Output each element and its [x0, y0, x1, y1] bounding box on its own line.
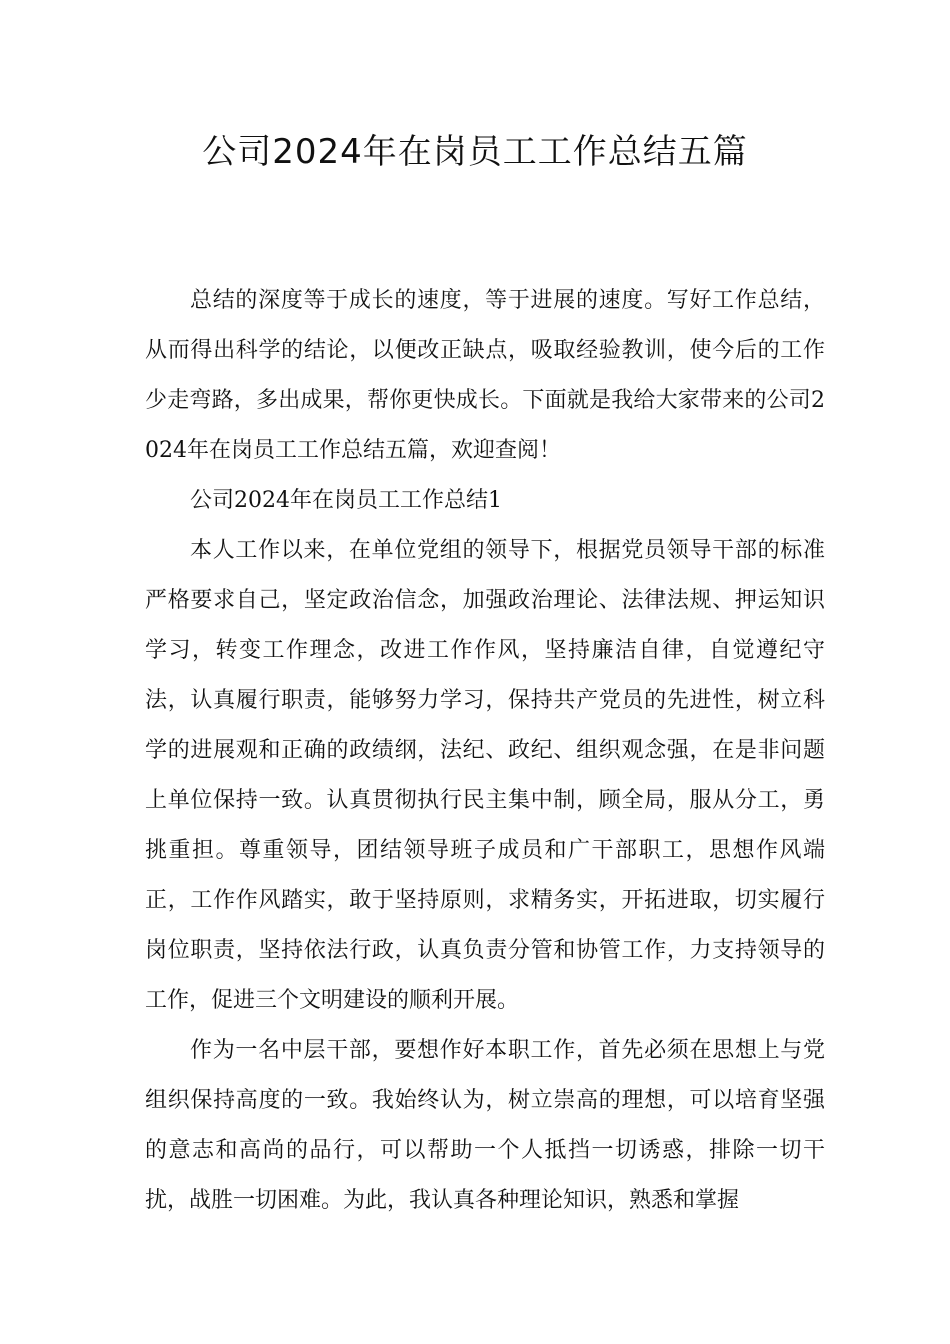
document-body	[145, 276, 825, 1226]
section-heading: 公司2024年在岗员工工作总结1	[190, 488, 502, 513]
intro-paragraph: 总结的深度等于成长的速度，等于进展的速度。写好工作总结，从而得出科学的结论，以便改正缺点，吸取经验教训，使今后的工作少走弯路，多出成果，帮你更快成长。下面就是我给大家带来的公司2024年在岗员工工作总结五篇，欢迎查阅！	[145, 288, 825, 463]
body-paragraph: 本人工作以来，在单位党组的领导下，根据党员领导干部的标准严格要求自己，坚定政治信念，加强政治理论、法律法规、押运知识学习，转变工作理念，改进工作作风，坚持廉洁自律，自觉遵纪守法，认真履行职责，能够努力学习，保持共产党员的先进性，树立科学的进展观和正确的政绩纲，法纪、政纪、组织观念强，在是非问题上单位保持一致。认真贯彻执行民主集中制，顾全局，服从分工，勇挑重担。尊重领导，团结领导班子成员和广干部职工，思想作风端正，工作作风踏实，敢于坚持原则，求精务实，开拓进取，切实履行岗位职责，坚持依法行政，认真负责分管和协管工作，力支持领导的工作，促进三个文明建设的顺利开展。	[145, 538, 825, 1013]
body-paragraph: 作为一名中层干部，要想作好本职工作，首先必须在思想上与党组织保持高度的一致。我始终认为，树立崇高的理想，可以培育坚强的意志和高尚的品行，可以帮助一个人抵挡一切诱惑，排除一切干扰，战胜一切困难。为此，我认真各种理论知识，熟悉和掌握	[145, 1038, 825, 1213]
document-title: 公司2024年在岗员工工作总结五篇	[202, 132, 748, 172]
